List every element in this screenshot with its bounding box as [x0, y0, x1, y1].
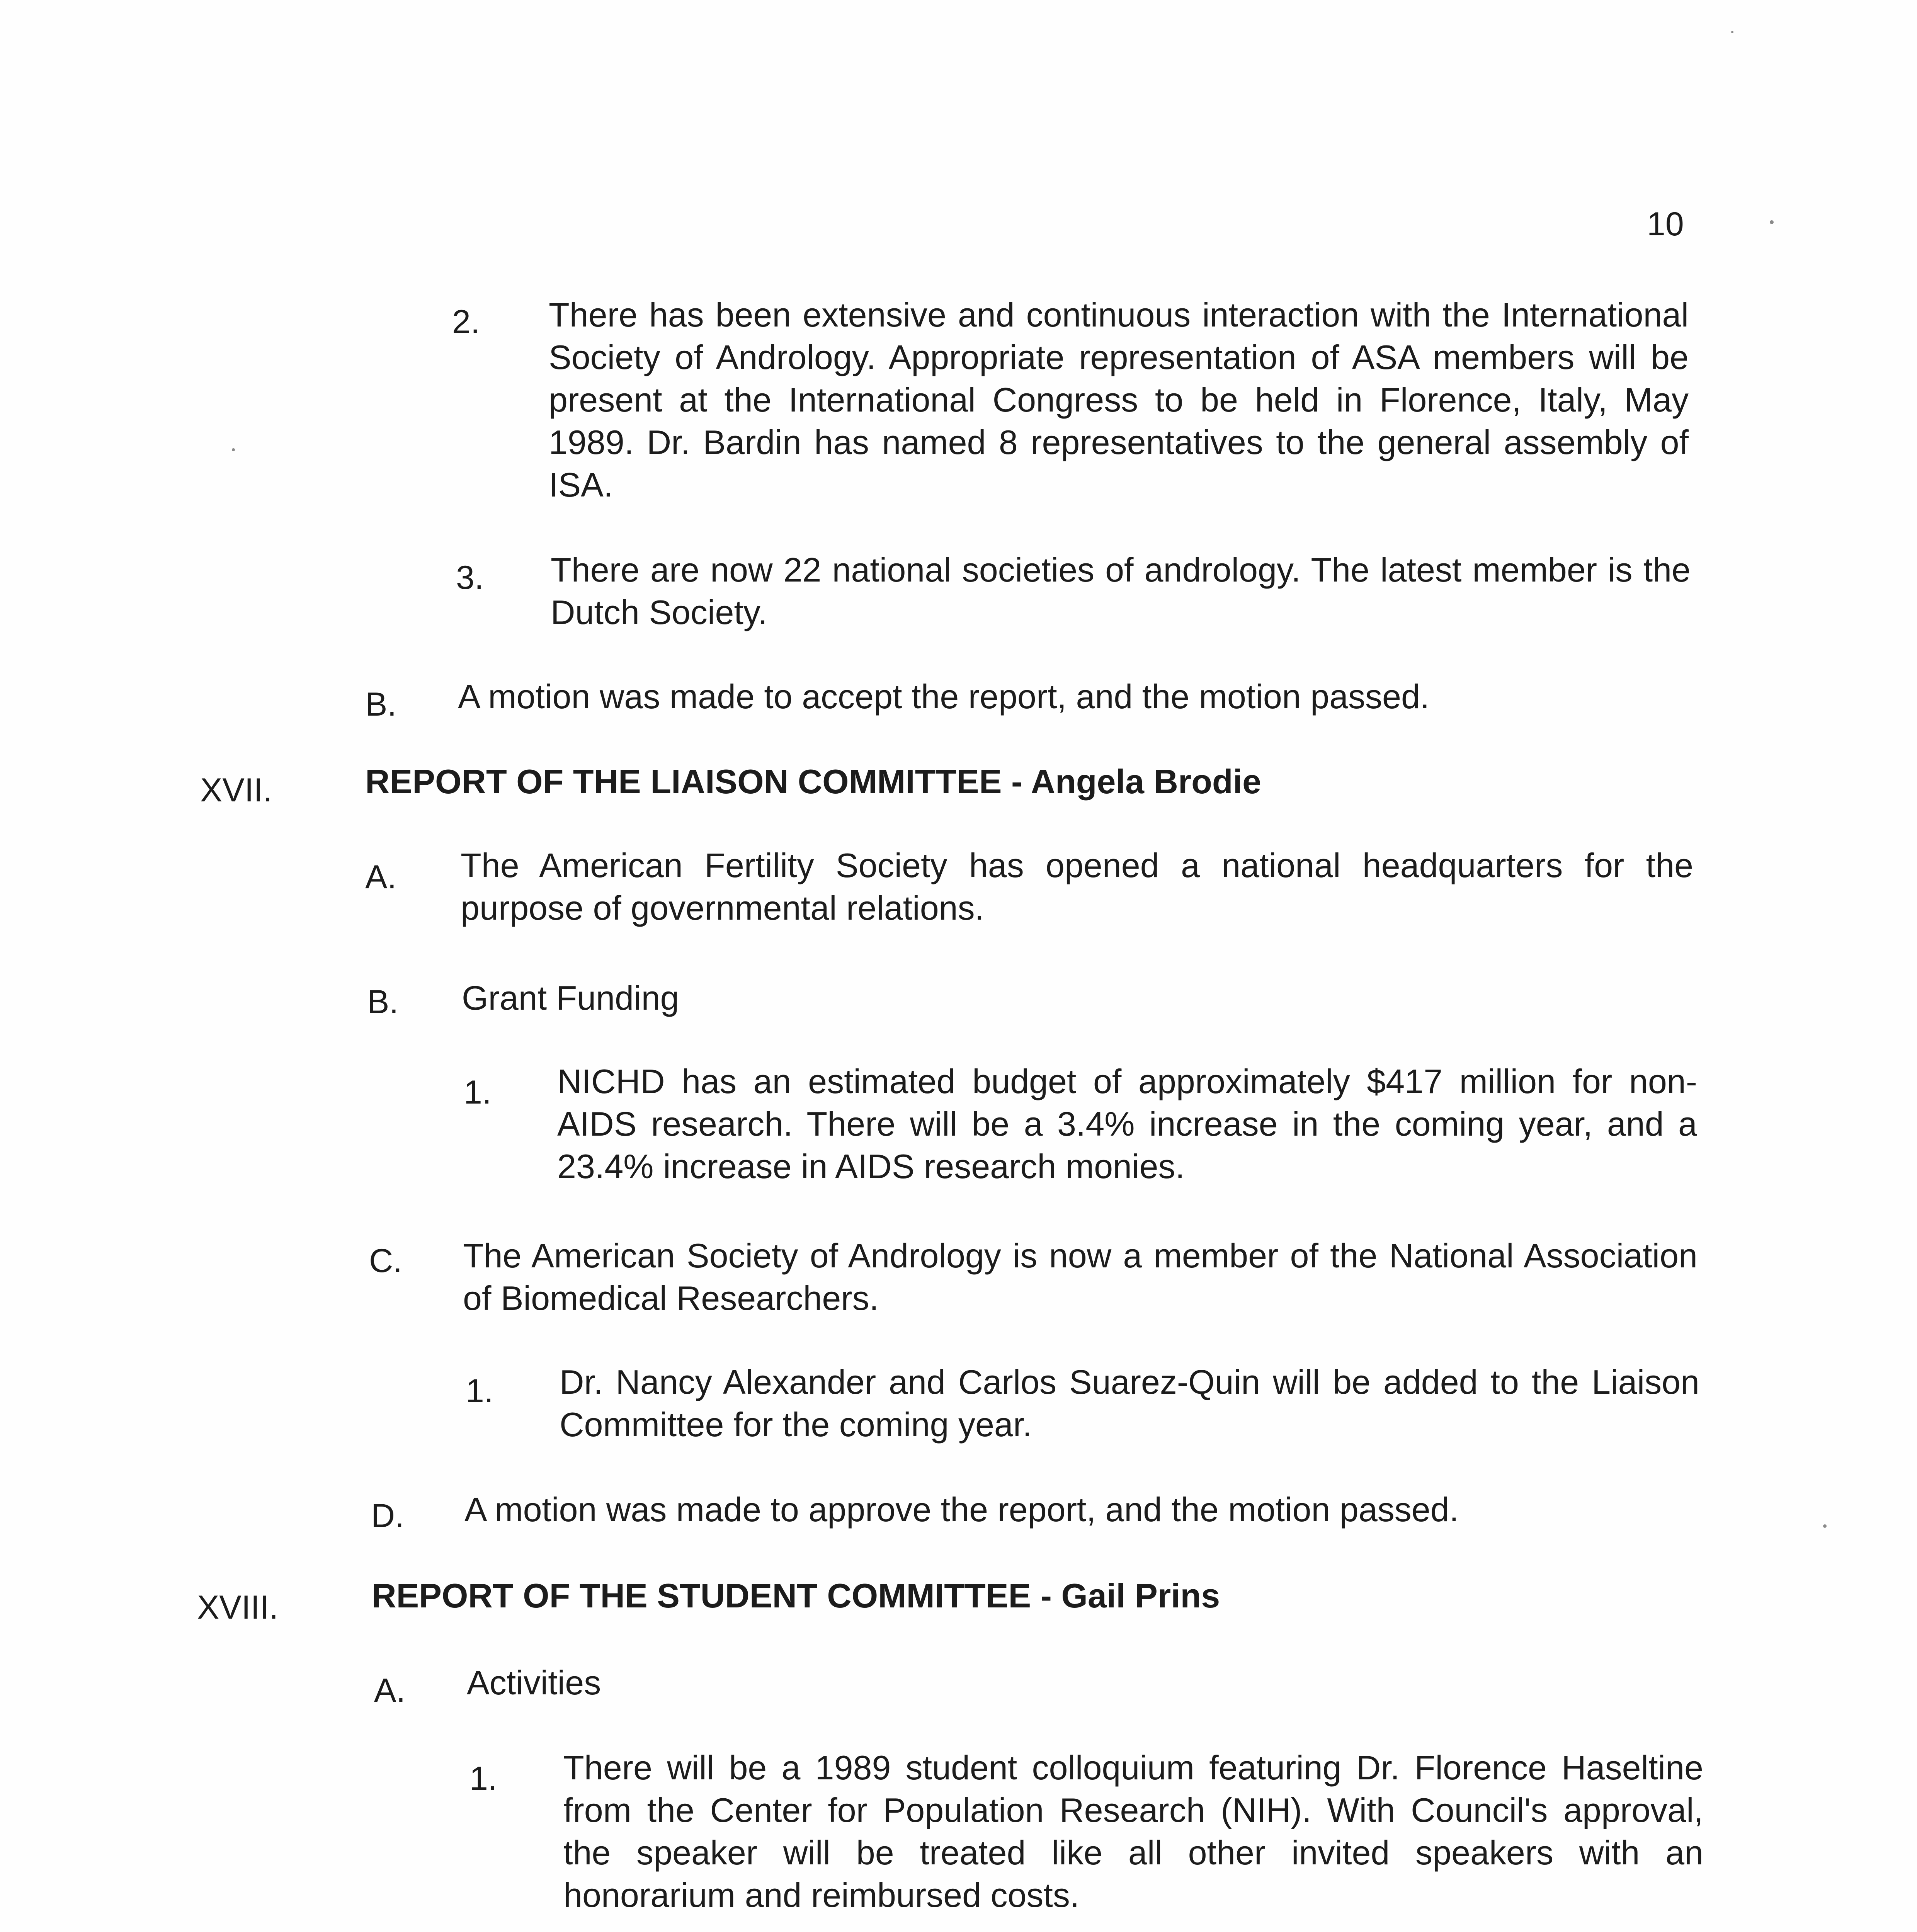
item-marker: B.	[365, 686, 397, 723]
section-number: XVII.	[200, 772, 272, 809]
item-marker: B.	[367, 983, 399, 1020]
list-item-text: Dr. Nancy Alexander and Carlos Suarez-Quin will be added to the Liaison Committee for the coming year.	[560, 1363, 1699, 1444]
scan-speck	[1823, 1524, 1827, 1528]
list-item-text: There are now 22 national societies of andrology. The latest member is the Dutch Society.	[551, 551, 1691, 631]
scan-speck	[1770, 220, 1774, 224]
item-marker: A.	[374, 1672, 406, 1709]
list-item-text: NICHD has an estimated budget of approximately $417 million for non-AIDS research. There will be a 3.4% increase in the coming year, and a 23.4% increase in AIDS research monies.	[557, 1062, 1697, 1185]
item-marker: 1.	[466, 1372, 493, 1410]
page-number: 10	[1647, 206, 1684, 243]
item-marker: 1.	[464, 1074, 492, 1111]
list-item-text: The American Society of Andrology is now a member of the National Association of Biomedical Researchers.	[463, 1236, 1698, 1317]
item-marker: D.	[371, 1497, 404, 1534]
section-heading: REPORT OF THE STUDENT COMMITTEE - Gail Prins	[372, 1577, 1220, 1615]
list-item-text: Grant Funding	[462, 979, 679, 1017]
scan-speck	[1731, 31, 1733, 33]
item-marker: 3.	[456, 559, 484, 596]
list-item-text: There will be a 1989 student colloquium featuring Dr. Florence Haseltine from the Center for Population Research (NIH). With Council's approval, the speaker will be treated like all other invited speakers with an honorarium and reimbursed costs.	[563, 1748, 1703, 1914]
list-item-text: There has been extensive and continuous interaction with the International Society of Andrology. Appropriate representation of ASA members will be present at the International Congress to be held in Florence, Italy, May 1989. Dr. Bardin has named 8 representatives to the general assembly of ISA.	[549, 296, 1689, 504]
list-item-text: Activities	[467, 1663, 601, 1702]
list-item-text: A motion was made to accept the report, and the motion passed.	[458, 677, 1430, 716]
list-item-text: The American Fertility Society has opened a national headquarters for the purpose of governmental relations.	[461, 846, 1693, 927]
section-number: XVIII.	[197, 1589, 279, 1626]
item-marker: 1.	[469, 1760, 497, 1797]
scan-speck	[232, 448, 235, 451]
item-marker: C.	[369, 1242, 402, 1279]
list-item-text: A motion was made to approve the report, and the motion passed.	[464, 1490, 1459, 1529]
section-heading: REPORT OF THE LIAISON COMMITTEE - Angela Brodie	[365, 762, 1262, 801]
item-marker: A.	[365, 859, 397, 896]
item-marker: 2.	[452, 303, 480, 340]
